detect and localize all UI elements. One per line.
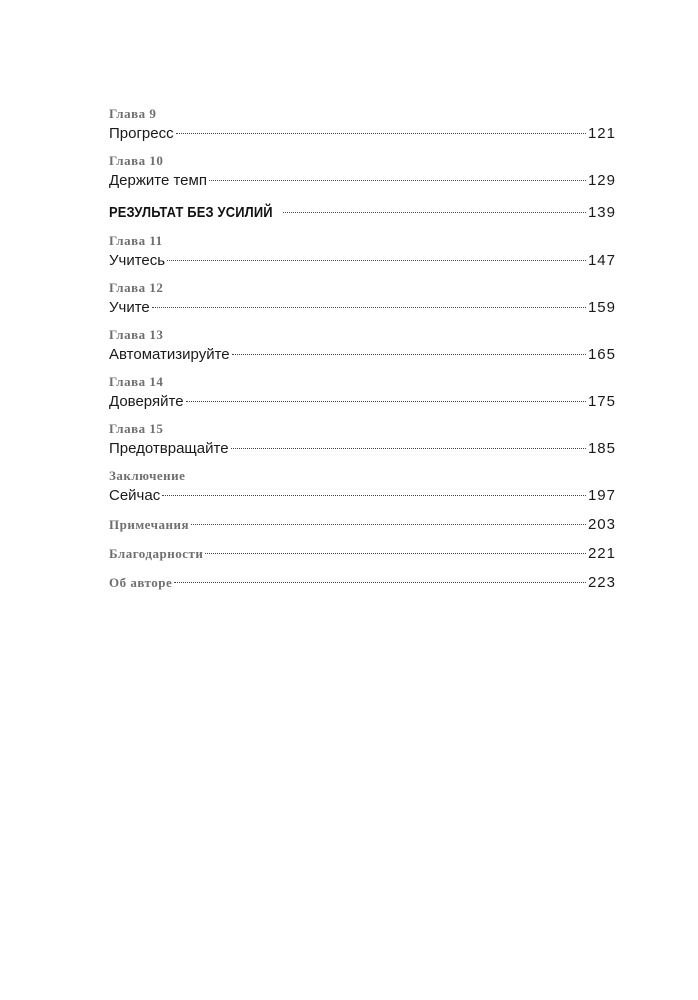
chapter-label: Заключение	[109, 468, 186, 483]
page-number: 121	[587, 125, 616, 142]
toc-line	[109, 438, 616, 460]
toc-entry-chapter-13[interactable]	[109, 326, 616, 366]
chapter-title: Автоматизируйте	[109, 346, 230, 363]
toc-entry-conclusion[interactable]	[109, 467, 616, 507]
chapter-label: Глава 15	[109, 421, 164, 436]
page-number: 203	[587, 516, 616, 533]
dot-leader	[283, 212, 586, 213]
toc-line	[109, 344, 616, 366]
chapter-label: Глава 13	[109, 327, 164, 342]
chapter-label: Глава 10	[109, 153, 164, 168]
toc-entry-about-author[interactable]	[109, 572, 616, 594]
toc-line	[109, 170, 616, 192]
toc-line	[109, 514, 616, 536]
page-number: 223	[587, 574, 616, 591]
chapter-label: Глава 12	[109, 280, 164, 295]
section-title: Об авторе	[109, 575, 173, 590]
chapter-label: Глава 9	[109, 106, 157, 121]
page-number: 165	[587, 346, 616, 363]
page-number: 175	[587, 393, 616, 410]
chapter-title: Сейчас	[109, 487, 161, 504]
page-number: 139	[587, 204, 616, 221]
dot-leader	[167, 260, 586, 261]
page-number: 147	[587, 252, 616, 269]
dot-leader	[162, 495, 586, 496]
page-number: 129	[587, 172, 616, 189]
dot-leader	[174, 582, 586, 583]
page-number: 197	[587, 487, 616, 504]
chapter-title: Предотвращайте	[109, 440, 229, 457]
toc-line	[109, 543, 616, 565]
toc-line	[109, 250, 616, 272]
table-of-contents	[109, 105, 616, 601]
page-number: 221	[587, 545, 616, 562]
dot-leader	[152, 307, 586, 308]
toc-entry-acknowledgements[interactable]	[109, 543, 616, 565]
section-title: Примечания	[109, 517, 189, 532]
toc-entry-chapter-11[interactable]	[109, 232, 616, 272]
chapter-title: Доверяйте	[109, 393, 184, 410]
toc-entry-chapter-15[interactable]	[109, 420, 616, 460]
dot-leader	[209, 180, 586, 181]
toc-line	[109, 485, 616, 507]
chapter-title: Учите	[109, 299, 150, 316]
dot-leader	[205, 553, 586, 554]
chapter-title: Держите темп	[109, 172, 207, 189]
dot-leader	[232, 354, 586, 355]
toc-entry-chapter-9[interactable]	[109, 105, 616, 145]
dot-leader	[231, 448, 586, 449]
dot-leader	[191, 524, 586, 525]
toc-line	[109, 572, 616, 594]
chapter-label: Глава 11	[109, 233, 163, 248]
toc-line	[109, 123, 616, 145]
page-number: 185	[587, 440, 616, 457]
page-number: 159	[587, 299, 616, 316]
chapter-title: Прогресс	[109, 125, 174, 142]
toc-entry-chapter-12[interactable]	[109, 279, 616, 319]
toc-entry-chapter-10[interactable]	[109, 152, 616, 192]
dot-leader	[176, 133, 586, 134]
part-title: РЕЗУЛЬТАТ БЕЗ УСИЛИЙ	[109, 204, 273, 221]
toc-line	[109, 391, 616, 413]
section-title: Благодарности	[109, 546, 204, 561]
chapter-title: Учитесь	[109, 252, 166, 269]
toc-line	[109, 297, 616, 319]
dot-leader	[186, 401, 586, 402]
toc-line	[109, 202, 616, 224]
chapter-label: Глава 14	[109, 374, 164, 389]
toc-entry-notes[interactable]	[109, 514, 616, 536]
toc-entry-chapter-14[interactable]	[109, 373, 616, 413]
toc-entry-part-heading[interactable]	[109, 202, 616, 224]
